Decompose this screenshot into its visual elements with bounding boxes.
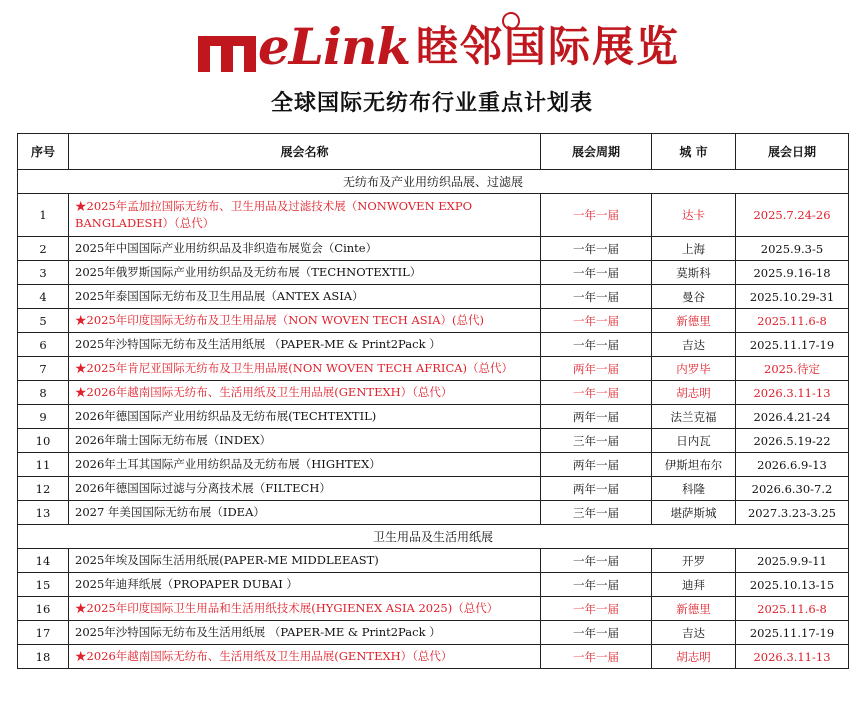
cell-date: 2025.9.9-11	[736, 549, 849, 573]
cell-name: ★2025年肯尼亚国际无纺布及卫生用品展(NON WOVEN TECH AFRICA)（总代）	[69, 357, 541, 381]
cell-no: 11	[18, 453, 69, 477]
table-body	[18, 170, 849, 669]
globe-icon	[502, 12, 520, 30]
cell-city: 胡志明	[652, 381, 736, 405]
cell-no: 12	[18, 477, 69, 501]
table-row	[18, 357, 849, 381]
cell-cycle: 一年一届	[541, 285, 652, 309]
cell-name: 2025年泰国国际无纺布及卫生用品展（ANTEX ASIA）	[69, 285, 541, 309]
cell-no: 2	[18, 237, 69, 261]
cell-cycle: 一年一届	[541, 549, 652, 573]
cell-name: 2025年沙特国际无纺布及生活用纸展 （PAPER-ME & Print2Pack ）	[69, 333, 541, 357]
cell-cycle: 一年一届	[541, 333, 652, 357]
section-row	[18, 525, 849, 549]
cell-city: 新德里	[652, 597, 736, 621]
cell-no: 3	[18, 261, 69, 285]
cell-name: ★2026年越南国际无纺布、生活用纸及卫生用品展(GENTEXH）（总代）	[69, 645, 541, 669]
cell-name: 2027 年美国国际无纺布展（IDEA）	[69, 501, 541, 525]
cell-name: 2025年中国国际产业用纺织品及非织造布展览会（Cinte）	[69, 237, 541, 261]
cell-city: 达卡	[652, 194, 736, 237]
cell-date: 2025.10.13-15	[736, 573, 849, 597]
cell-no: 15	[18, 573, 69, 597]
cell-cycle: 一年一届	[541, 237, 652, 261]
cell-city: 吉达	[652, 621, 736, 645]
table-row	[18, 477, 849, 501]
logo-chinese-name: 睦邻国际展览	[415, 22, 680, 71]
cell-city: 吉达	[652, 333, 736, 357]
section-title: 无纺布及产业用纺织品展、过滤展	[18, 170, 849, 194]
table-row	[18, 405, 849, 429]
cell-no: 16	[18, 597, 69, 621]
page-title: 全球国际无纺布行业重点计划表	[270, 90, 593, 116]
cell-name: ★2026年越南国际无纺布、生活用纸及卫生用品展(GENTEXH）（总代）	[69, 381, 541, 405]
cell-date: 2026.5.19-22	[736, 429, 849, 453]
cell-no: 18	[18, 645, 69, 669]
cell-city: 法兰克福	[652, 405, 736, 429]
cell-cycle: 两年一届	[541, 357, 652, 381]
logo-text: eLink	[258, 17, 410, 76]
cell-cycle: 一年一届	[541, 597, 652, 621]
cell-no: 10	[18, 429, 69, 453]
cell-no: 17	[18, 621, 69, 645]
cell-city: 莫斯科	[652, 261, 736, 285]
cell-no: 1	[18, 194, 69, 237]
cell-city: 新德里	[652, 309, 736, 333]
table-row	[18, 309, 849, 333]
cell-cycle: 两年一届	[541, 453, 652, 477]
table-row	[18, 285, 849, 309]
cell-date: 2025.11.6-8	[736, 597, 849, 621]
table-row	[18, 621, 849, 645]
header-no: 序号	[18, 134, 69, 170]
cell-no: 9	[18, 405, 69, 429]
cell-city: 科隆	[652, 477, 736, 501]
cell-date: 2025.11.6-8	[736, 309, 849, 333]
cell-name: 2025年沙特国际无纺布及生活用纸展 （PAPER-ME & Print2Pack ）	[69, 621, 541, 645]
cell-name: 2026年德国国际过滤与分离技术展（FILTECH）	[69, 477, 541, 501]
table-row	[18, 261, 849, 285]
cell-no: 14	[18, 549, 69, 573]
table-row	[18, 381, 849, 405]
section-row	[18, 170, 849, 194]
cell-date: 2026.3.11-13	[736, 645, 849, 669]
cell-date: 2026.6.9-13	[736, 453, 849, 477]
cell-cycle: 一年一届	[541, 194, 652, 237]
cell-date: 2027.3.23-3.25	[736, 501, 849, 525]
cell-date: 2025.9.3-5	[736, 237, 849, 261]
cell-name: ★2025年印度国际卫生用品和生活用纸技术展(HYGIENEX ASIA 2025)（总代）	[69, 597, 541, 621]
cell-name: 2026年德国国际产业用纺织品及无纺布展(TECHTEXTIL)	[69, 405, 541, 429]
table-row	[18, 645, 849, 669]
cell-cycle: 一年一届	[541, 573, 652, 597]
cell-city: 堪萨斯城	[652, 501, 736, 525]
cell-date: 2025.11.17-19	[736, 333, 849, 357]
cell-city: 内罗毕	[652, 357, 736, 381]
cell-city: 曼谷	[652, 285, 736, 309]
cell-no: 7	[18, 357, 69, 381]
cell-name: 2025年俄罗斯国际产业用纺织品及无纺布展（TECHNOTEXTIL）	[69, 261, 541, 285]
cell-name: 2026年瑞士国际无纺布展（INDEX）	[69, 429, 541, 453]
cell-name: ★2025年印度国际无纺布及卫生用品展（NON WOVEN TECH ASIA）(总代)	[69, 309, 541, 333]
cell-name: 2026年土耳其国际产业用纺织品及无纺布展（HIGHTEX）	[69, 453, 541, 477]
exhibition-plan-table	[17, 133, 849, 669]
header-name: 展会名称	[69, 134, 541, 170]
cell-city: 胡志明	[652, 645, 736, 669]
cell-cycle: 三年一届	[541, 429, 652, 453]
cell-cycle: 三年一届	[541, 501, 652, 525]
cell-date: 2026.6.30-7.2	[736, 477, 849, 501]
cell-no: 4	[18, 285, 69, 309]
cell-no: 6	[18, 333, 69, 357]
header-cycle: 展会周期	[541, 134, 652, 170]
table-row	[18, 573, 849, 597]
cell-name: 2025年迪拜纸展（PROPAPER DUBAI ）	[69, 573, 541, 597]
cell-cycle: 两年一届	[541, 405, 652, 429]
cell-date: 2025.9.16-18	[736, 261, 849, 285]
cell-date: 2026.3.11-13	[736, 381, 849, 405]
table-row	[18, 333, 849, 357]
table-header-row	[18, 134, 849, 170]
cell-no: 13	[18, 501, 69, 525]
cell-date: 2026.4.21-24	[736, 405, 849, 429]
cell-cycle: 一年一届	[541, 621, 652, 645]
cell-name: ★2025年孟加拉国际无纺布、卫生用品及过滤技术展（NONWOVEN EXPO BANGLADESH）（总代）	[69, 194, 541, 237]
cell-date: 2025.11.17-19	[736, 621, 849, 645]
cell-date: 2025.7.24-26	[736, 194, 849, 237]
cell-no: 8	[18, 381, 69, 405]
cell-city: 迪拜	[652, 573, 736, 597]
cell-cycle: 一年一届	[541, 309, 652, 333]
melink-logo	[198, 10, 680, 76]
cell-date: 2025.待定	[736, 357, 849, 381]
cell-cycle: 一年一届	[541, 645, 652, 669]
cell-cycle: 一年一届	[541, 381, 652, 405]
table-row	[18, 453, 849, 477]
table-row	[18, 237, 849, 261]
section-title: 卫生用品及生活用纸展	[18, 525, 849, 549]
header-city: 城 市	[652, 134, 736, 170]
table-row	[18, 194, 849, 237]
cell-cycle: 两年一届	[541, 477, 652, 501]
cell-cycle: 一年一届	[541, 261, 652, 285]
header-date: 展会日期	[736, 134, 849, 170]
cell-no: 5	[18, 309, 69, 333]
cell-city: 上海	[652, 237, 736, 261]
logo-m-mark	[198, 22, 256, 72]
cell-name: 2025年埃及国际生活用纸展(PAPER-ME MIDDLEEAST)	[69, 549, 541, 573]
cell-date: 2025.10.29-31	[736, 285, 849, 309]
table-row	[18, 549, 849, 573]
table-row	[18, 429, 849, 453]
table-row	[18, 597, 849, 621]
cell-city: 日内瓦	[652, 429, 736, 453]
cell-city: 开罗	[652, 549, 736, 573]
cell-city: 伊斯坦布尔	[652, 453, 736, 477]
table-row	[18, 501, 849, 525]
